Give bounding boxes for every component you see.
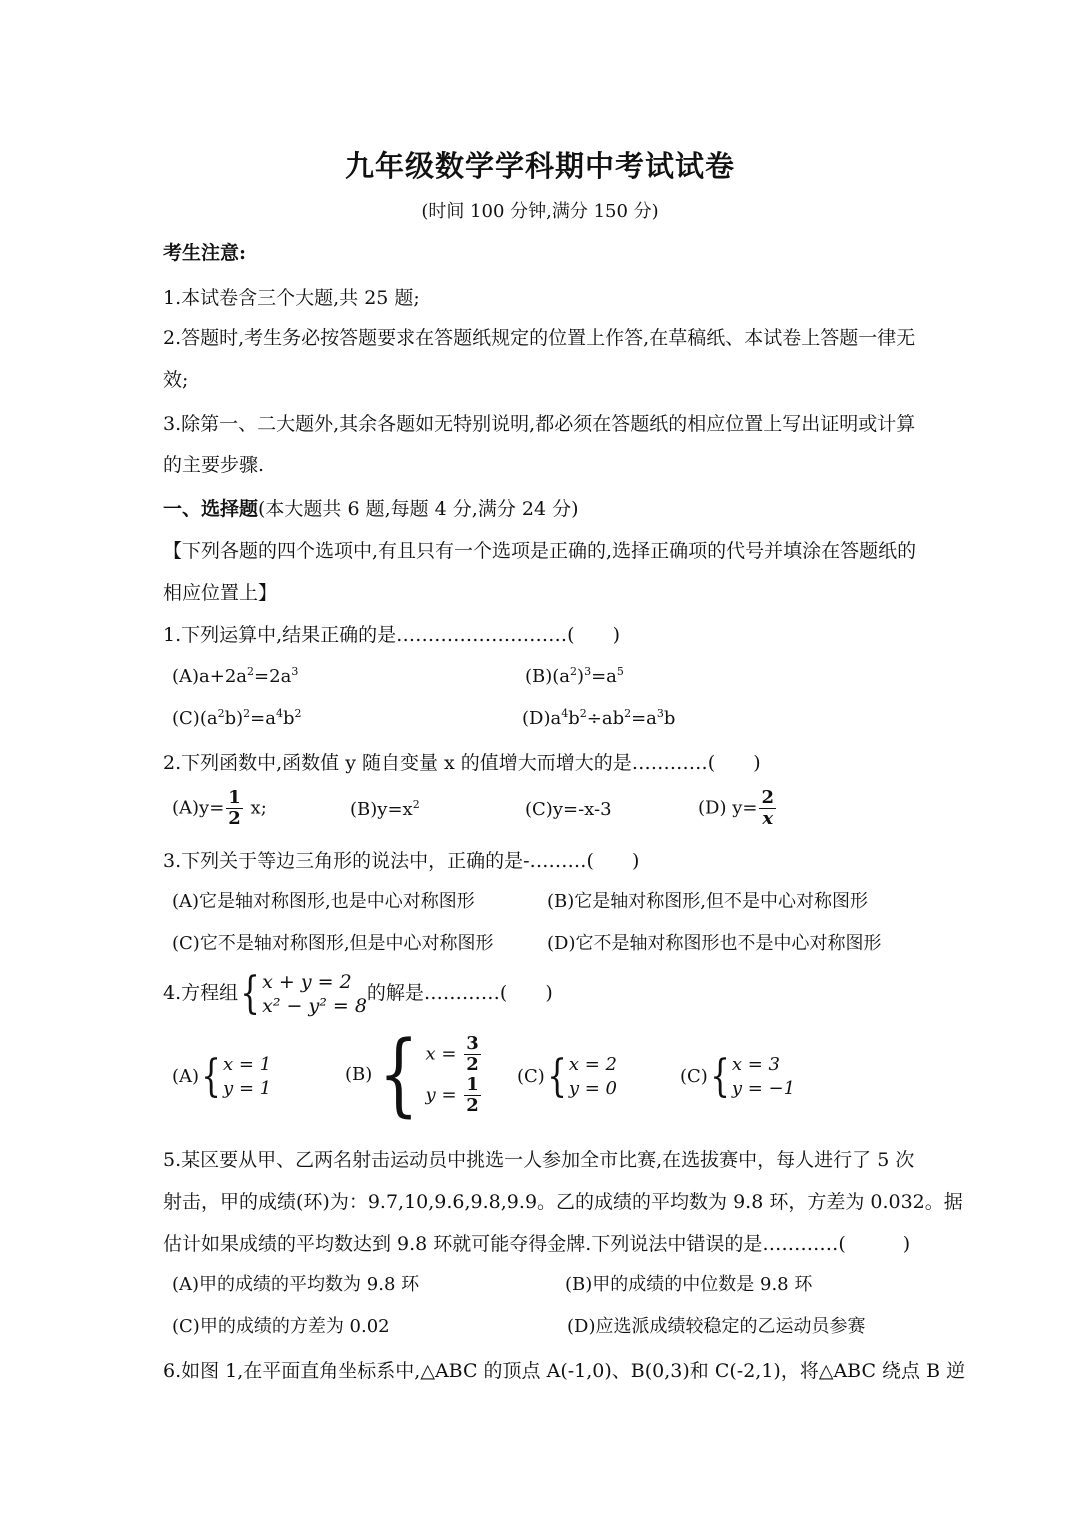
section-instruction: 相应位置上】 <box>163 582 278 604</box>
question-5-stem: 射击，甲的成绩(环)为：9.7,10,9.6,9.8,9.9。乙的成绩的平均数为 9.8 环，方差为 0.032。据 <box>163 1191 963 1213</box>
question-3-option-d: (D)它不是轴对称图形也不是中心对称图形 <box>547 933 882 954</box>
question-5-option-a: (A)甲的成绩的平均数为 9.8 环 <box>172 1274 420 1295</box>
question-2-stem: 2.下列函数中,函数值 y 随自变量 x 的值增大而增大的是…………( ) <box>163 752 761 774</box>
question-3-option-a: (A)它是轴对称图形,也是中心对称图形 <box>172 891 475 912</box>
notice-item: 1.本试卷含三个大题,共 25 题; <box>163 287 420 309</box>
question-1-option-d: $(D)a^4b^2\div ab^2=a^3b$ <box>522 707 676 729</box>
page-title: 九年级数学学科期中考试试卷 <box>344 149 735 183</box>
notice-heading: 考生注意: <box>163 242 247 264</box>
question-3-option-c: (C)它不是轴对称图形,但是中心对称图形 <box>172 933 494 954</box>
question-1-option-a: $(A)a+2a^2=2a^3$ <box>172 665 299 687</box>
question-5-stem: 5.某区要从甲、乙两名射击运动员中挑选一人参加全市比赛,在选拔赛中，每人进行了 5 次 <box>163 1149 915 1171</box>
question-5-option-c: (C)甲的成绩的方差为 0.02 <box>172 1316 390 1337</box>
question-5-option-b: (B)甲的成绩的中位数是 9.8 环 <box>565 1274 813 1295</box>
question-1-option-c: $(C)(a^2b)^2=a^4b^2$ <box>172 707 302 729</box>
question-4-option-d: (C){ x = 3 y = −1 <box>680 1051 796 1102</box>
question-5-option-d: (D)应选派成绩较稳定的乙运动员参赛 <box>567 1316 866 1337</box>
section-heading <box>163 496 579 522</box>
question-2-option-c: (C)y=-x-3 <box>525 799 612 820</box>
question-1-option-b: $(B)(a^2)^3=a^5$ <box>525 665 624 687</box>
notice-item: 效; <box>163 369 189 391</box>
question-3-option-b: (B)它是轴对称图形,但不是中心对称图形 <box>547 891 868 912</box>
notice-item: 2.答题时,考生务必按答题要求在答题纸规定的位置上作答,在草稿纸、本试卷上答题一律无 <box>163 327 916 349</box>
question-4-stem: 4.方程组{ x + y = 2 x² − y² = 8 的解是…………( ) <box>163 968 553 1019</box>
question-4-option-a: (A){ x = 1 y = 1 <box>172 1051 272 1102</box>
question-2-option-b: $(B)y=x^2$ <box>350 798 420 820</box>
section-instruction: 【下列各题的四个选项中,有且只有一个选项是正确的,选择正确项的代号并填涂在答题纸的 <box>163 540 917 562</box>
section-title: 一、选择题 <box>163 498 259 520</box>
question-2-option-d: (D) y= $\frac{2}{x}$ <box>698 787 774 829</box>
question-3-stem: 3.下列关于等边三角形的说法中，正确的是-………( ) <box>163 850 640 872</box>
question-4-option-b: (B){ x = $\frac{3}{2}$ y = $\frac{1}{2}$ <box>345 1022 479 1127</box>
notice-item: 的主要步骤. <box>163 454 265 476</box>
question-1-stem: 1.下列运算中,结果正确的是………………………( ) <box>163 624 620 646</box>
question-6-stem: 6.如图 1,在平面直角坐标系中,△ABC 的顶点 A(-1,0)、B(0,3)和 C(-2,1)，将△ABC 绕点 B 逆 <box>163 1360 966 1382</box>
page-subtitle: (时间 100 分钟,满分 150 分) <box>421 201 659 222</box>
question-2-option-a: (A)y= $\frac{1}{2}$ x; <box>172 787 267 829</box>
question-4-option-c: (C){ x = 2 y = 0 <box>517 1051 617 1102</box>
section-note: (本大题共 6 题,每题 4 分,满分 24 分) <box>258 498 579 520</box>
notice-item: 3.除第一、二大题外,其余各题如无特别说明,都必须在答题纸的相应位置上写出证明或计算 <box>163 413 916 435</box>
equation-system: x + y = 2 x² − y² = 8 <box>262 971 367 1017</box>
question-5-stem: 估计如果成绩的平均数达到 9.8 环就可能夺得金牌.下列说法中错误的是…………( ) <box>163 1233 911 1255</box>
